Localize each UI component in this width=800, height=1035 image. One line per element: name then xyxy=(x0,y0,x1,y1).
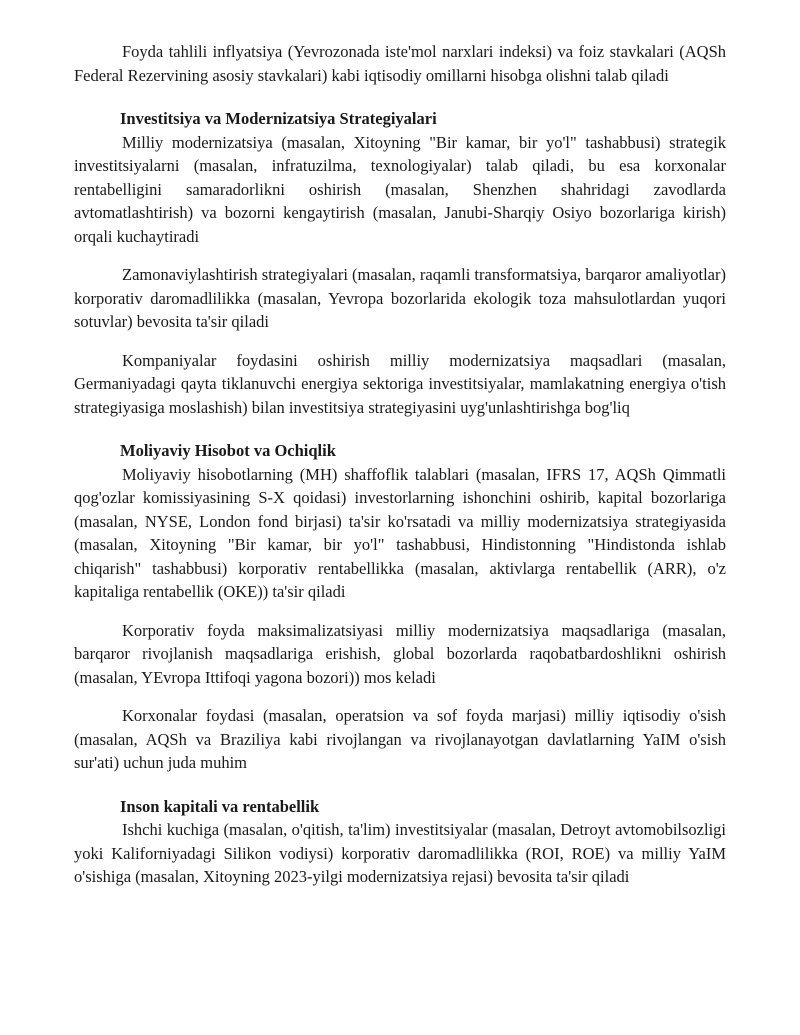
section-heading: Moliyaviy Hisobot va Ochiqlik xyxy=(120,441,336,460)
section-heading: Investitsiya va Modernizatsiya Strategiyalari xyxy=(120,109,437,128)
paragraph: Milliy modernizatsiya (masalan, Xitoyning "Bir kamar, bir yo'l" tashabbusi) strategik investitsiyalarni (masalan, infratuzilma, texnologiyalar) talab qiladi, bu esa korxonalar rentabelligini samaradorlikni oshirish (masalan, Shenzhen shahridagi zavodlarda avtomatlashtirish) va bozorni kengaytirish (masalan, Janubi-Sharqiy Osiyo bozorlariga kirish) orqali kuchaytiradi xyxy=(74,132,726,246)
spacer xyxy=(74,248,726,263)
spacer xyxy=(74,604,726,619)
paragraph: Moliyaviy hisobotlarning (MH) shaffoflik talablari (masalan, IFRS 17, AQSh Qimmatli qog'ozlar komissiyasining S-X qoidasi) investorlarning ishonchini oshirib, kapital bozorlariga (masalan, NYSE, London fond birjasi) ta'sir ko'rsatadi va milliy modernizatsiya strategiyasida (masalan, Xitoyning "Bir kamar, bir yo'l" tashabbusi, Hindistonning "Hindistonda ishlab chiqarish" tashabbusi) korporativ rentabellikka (masalan, aktivlarga rentabellik (ARR), o'z kapitaliga rentabellik (OKE)) ta'sir qiladi xyxy=(74,464,726,601)
paragraph: Korporativ foyda maksimalizatsiyasi milliy modernizatsiya maqsadlariga (masalan, barqaror rivojlanish maqsadlariga erishish, global bozorlarda raqobatbardoshlikni oshirish (masalan, YEvropa Ittifoqi yagona bozori)) mos keladi xyxy=(74,620,726,687)
spacer xyxy=(74,689,726,704)
paragraph: Zamonaviylashtirish strategiyalari (masalan, raqamli transformatsiya, barqaror amaliyotlar) korporativ daromadlilikka (masalan, Yevropa bozorlarida ekologik toza mahsulotlardan yuqori sotuvlar) bevosita ta'sir qiladi xyxy=(74,265,726,331)
paragraph: Foyda tahlili inflyatsiya (Yevrozonada iste'mol narxlari indeksi) va foiz stavkalari (AQSh Federal Rezervining asosiy stavkalari) kabi iqtisodiy omillarni hisobga olishni talab qiladi xyxy=(74,42,726,85)
document-page xyxy=(74,40,726,889)
spacer xyxy=(74,87,726,107)
spacer xyxy=(74,775,726,795)
spacer xyxy=(74,419,726,439)
paragraph: Kompaniyalar foydasini oshirish milliy modernizatsiya maqsadlari (masalan, Germaniyadagi qayta tiklanuvchi energiya sektoriga investitsiyalar, mamlakatning energiya o'tish strategiyasiga moslashish) bilan investitsiya strategiyasini uyg'unlashtirishga bog'liq xyxy=(74,350,726,417)
paragraph: Ishchi kuchiga (masalan, o'qitish, ta'lim) investitsiyalar (masalan, Detroyt avtomobilsozligi yoki Kaliforniyadagi Silikon vodiysi) korporativ daromadlilikka (ROI, ROE) va milliy YaIM o'sishiga (masalan, Xitoyning 2023-yilgi modernizatsiya rejasi) bevosita ta'sir qiladi xyxy=(74,820,726,886)
paragraph: Korxonalar foydasi (masalan, operatsion va sof foyda marjasi) milliy iqtisodiy o'sish (masalan, AQSh va Braziliya kabi rivojlangan va rivojlanayotgan davlatlarning YaIM o'sish sur'ati) uchun juda muhim xyxy=(74,706,726,772)
section-heading: Inson kapitali va rentabellik xyxy=(120,796,320,816)
spacer xyxy=(74,334,726,349)
